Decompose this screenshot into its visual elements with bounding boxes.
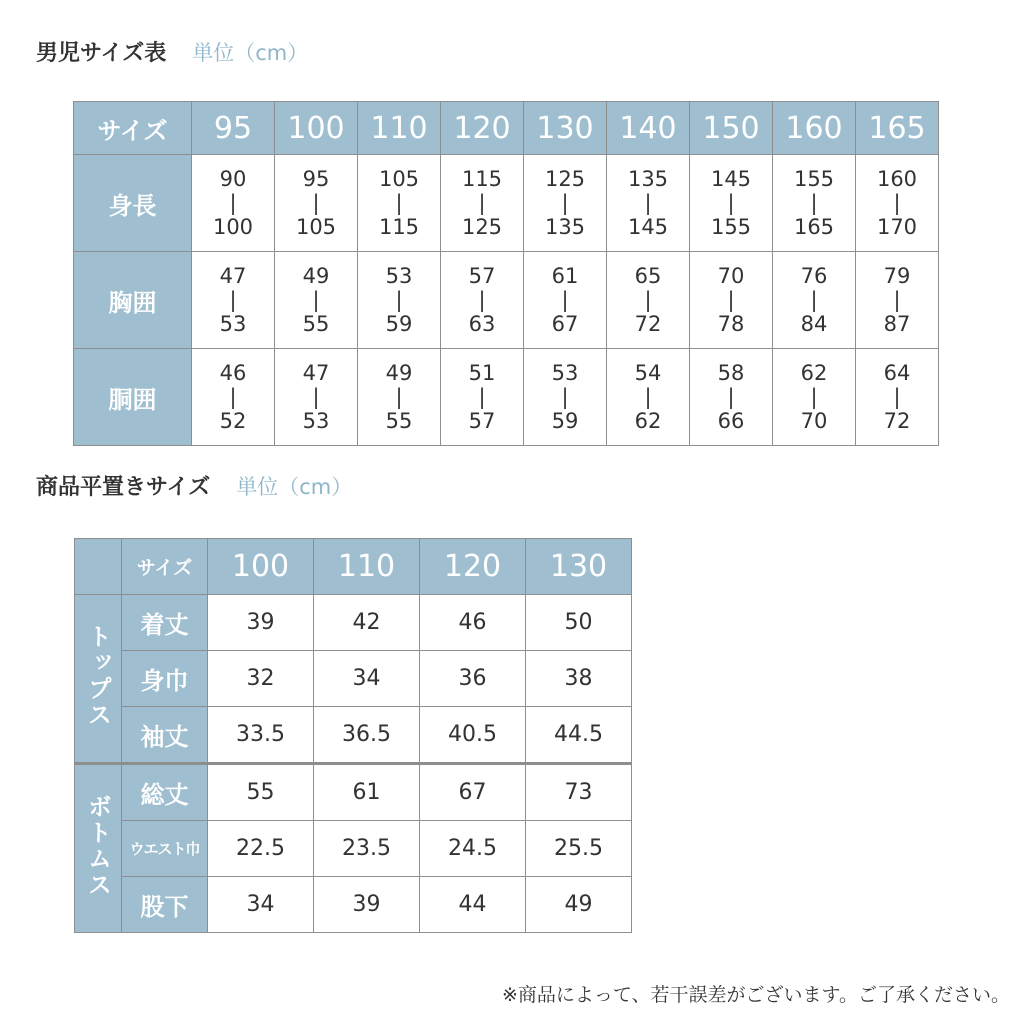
measurement-row: [74, 349, 939, 446]
flat-measurement-cell: 49: [526, 877, 632, 933]
flat-size-column-header: 100: [208, 539, 314, 595]
range-separator: |: [478, 191, 486, 215]
size-column-header: 140: [607, 102, 690, 155]
boys-size-table: [73, 101, 939, 446]
size-column-header: 130: [524, 102, 607, 155]
range-separator: |: [478, 385, 486, 409]
range-separator: |: [644, 288, 652, 312]
measurement-range-cell: [441, 155, 524, 252]
flat-measurement-label: 着丈: [122, 595, 208, 651]
flat-size-column-header: 110: [314, 539, 420, 595]
flat-measurement-label: 総丈: [122, 764, 208, 821]
range-separator: |: [395, 385, 403, 409]
range-separator: |: [229, 288, 237, 312]
flat-measurement-cell: 24.5: [420, 821, 526, 877]
size-column-header: 95: [192, 102, 275, 155]
range-separator: |: [561, 288, 569, 312]
range-separator: |: [561, 191, 569, 215]
measurement-range-cell: [358, 252, 441, 349]
range-separator: |: [229, 191, 237, 215]
measurement-range-cell: [607, 155, 690, 252]
range-separator: |: [810, 385, 818, 409]
range-max: 57: [468, 409, 496, 433]
measurement-range-cell: [690, 349, 773, 446]
size-column-header: 100: [275, 102, 358, 155]
measurement-label: 胸囲: [74, 252, 192, 349]
range-min: 58: [717, 361, 745, 385]
measurement-range-cell: [192, 155, 275, 252]
measurement-range-cell: [856, 349, 939, 446]
disclaimer-note: ※商品によって、若干誤差がございます。ご了承ください。: [501, 984, 1010, 1006]
flat-measurement-cell: 40.5: [420, 707, 526, 764]
range-max: 59: [385, 312, 413, 336]
flat-measurement-cell: 67: [420, 764, 526, 821]
measurement-range-cell: [524, 252, 607, 349]
measurement-range-cell: [607, 252, 690, 349]
range-separator: |: [644, 385, 652, 409]
range-min: 47: [219, 264, 247, 288]
range-max: 53: [219, 312, 247, 336]
flat-size-row: [75, 707, 632, 764]
range-max: 115: [378, 215, 420, 239]
range-max: 53: [302, 409, 330, 433]
range-min: 115: [461, 167, 503, 191]
measurement-label: 身長: [74, 155, 192, 252]
range-separator: |: [312, 288, 320, 312]
flat-measurement-label: 袖丈: [122, 707, 208, 764]
range-min: 160: [876, 167, 918, 191]
measurement-range-cell: [192, 252, 275, 349]
range-separator: |: [727, 191, 735, 215]
garment-group-label: [75, 764, 122, 933]
range-max: 62: [634, 409, 662, 433]
measurement-range-cell: [524, 155, 607, 252]
range-min: 49: [385, 361, 413, 385]
measurement-range-cell: [275, 252, 358, 349]
range-max: 105: [295, 215, 337, 239]
flat-measurement-cell: 61: [314, 764, 420, 821]
flat-measurement-cell: 44: [420, 877, 526, 933]
flat-measurement-cell: 39: [208, 595, 314, 651]
range-max: 63: [468, 312, 496, 336]
range-max: 87: [883, 312, 911, 336]
range-min: 145: [710, 167, 752, 191]
garment-group-text: ボトムス: [83, 793, 112, 898]
range-separator: |: [727, 385, 735, 409]
range-separator: |: [561, 385, 569, 409]
range-min: 90: [219, 167, 247, 191]
flat-measurement-cell: 23.5: [314, 821, 420, 877]
measurement-range-cell: [773, 349, 856, 446]
size-corner-label: サイズ: [74, 102, 192, 155]
measurement-range-cell: [856, 252, 939, 349]
flat-size-row: [75, 651, 632, 707]
measurement-range-cell: [856, 155, 939, 252]
flat-size-title: 商品平置きサイズ: [36, 475, 211, 500]
range-separator: |: [478, 288, 486, 312]
range-min: 62: [800, 361, 828, 385]
flat-measurement-cell: 36: [420, 651, 526, 707]
flat-measurement-cell: 55: [208, 764, 314, 821]
range-min: 54: [634, 361, 662, 385]
flat-size-unit: 単位（cm）: [236, 475, 353, 499]
size-column-header: 165: [856, 102, 939, 155]
range-max: 70: [800, 409, 828, 433]
range-max: 135: [544, 215, 586, 239]
measurement-label: 胴囲: [74, 349, 192, 446]
flat-size-row: [75, 877, 632, 933]
range-separator: |: [810, 191, 818, 215]
flat-measurement-cell: 39: [314, 877, 420, 933]
size-chart-title: 男児サイズ表: [36, 41, 167, 66]
flat-size-row: [75, 821, 632, 877]
flat-measurement-cell: 38: [526, 651, 632, 707]
measurement-row: [74, 252, 939, 349]
flat-size-column-header: 130: [526, 539, 632, 595]
size-chart-unit: 単位（cm）: [192, 41, 309, 65]
range-separator: |: [727, 288, 735, 312]
range-min: 70: [717, 264, 745, 288]
flat-measurement-cell: 50: [526, 595, 632, 651]
measurement-range-cell: [524, 349, 607, 446]
size-column-header: 120: [441, 102, 524, 155]
measurement-range-cell: [275, 155, 358, 252]
range-separator: |: [893, 288, 901, 312]
range-separator: |: [229, 385, 237, 409]
measurement-range-cell: [275, 349, 358, 446]
range-max: 100: [212, 215, 254, 239]
measurement-range-cell: [690, 155, 773, 252]
flat-measurement-cell: 32: [208, 651, 314, 707]
range-max: 165: [793, 215, 835, 239]
garment-group-label: [75, 595, 122, 764]
measurement-range-cell: [192, 349, 275, 446]
flat-measurement-cell: 22.5: [208, 821, 314, 877]
size-column-header: 110: [358, 102, 441, 155]
range-max: 145: [627, 215, 669, 239]
measurement-row: [74, 155, 939, 252]
flat-size-header-row: [75, 539, 632, 595]
group-header-blank: [75, 539, 122, 595]
range-max: 59: [551, 409, 579, 433]
range-min: 76: [800, 264, 828, 288]
measurement-range-cell: [441, 252, 524, 349]
range-separator: |: [893, 385, 901, 409]
range-separator: |: [644, 191, 652, 215]
range-max: 78: [717, 312, 745, 336]
flat-measurement-label: 股下: [122, 877, 208, 933]
range-separator: |: [395, 191, 403, 215]
range-separator: |: [312, 191, 320, 215]
flat-measurement-cell: 36.5: [314, 707, 420, 764]
measurement-range-cell: [607, 349, 690, 446]
size-header-row: [74, 102, 939, 155]
size-chart-heading: [36, 36, 308, 67]
flat-measurement-cell: 42: [314, 595, 420, 651]
range-max: 84: [800, 312, 828, 336]
range-min: 49: [302, 264, 330, 288]
measurement-range-cell: [441, 349, 524, 446]
range-min: 57: [468, 264, 496, 288]
range-separator: |: [395, 288, 403, 312]
range-min: 135: [627, 167, 669, 191]
size-column-header: 160: [773, 102, 856, 155]
flat-measurement-cell: 33.5: [208, 707, 314, 764]
range-max: 66: [717, 409, 745, 433]
flat-measurement-label: ウエスト巾: [122, 821, 208, 877]
measurement-range-cell: [773, 252, 856, 349]
flat-size-heading: [36, 470, 352, 501]
range-max: 72: [883, 409, 911, 433]
flat-size-corner-label: サイズ: [122, 539, 208, 595]
range-min: 47: [302, 361, 330, 385]
flat-measurement-cell: 46: [420, 595, 526, 651]
flat-size-column-header: 120: [420, 539, 526, 595]
flat-measurement-cell: 34: [208, 877, 314, 933]
range-min: 64: [883, 361, 911, 385]
range-max: 67: [551, 312, 579, 336]
flat-size-row: [75, 595, 632, 651]
measurement-range-cell: [773, 155, 856, 252]
measurement-range-cell: [690, 252, 773, 349]
range-min: 79: [883, 264, 911, 288]
range-separator: |: [810, 288, 818, 312]
flat-size-table: [74, 538, 632, 933]
range-min: 95: [302, 167, 330, 191]
range-max: 55: [385, 409, 413, 433]
range-min: 53: [551, 361, 579, 385]
measurement-range-cell: [358, 155, 441, 252]
range-min: 65: [634, 264, 662, 288]
range-min: 53: [385, 264, 413, 288]
garment-group-text: トップス: [83, 623, 112, 728]
range-separator: |: [312, 385, 320, 409]
flat-measurement-cell: 25.5: [526, 821, 632, 877]
flat-size-row: [75, 764, 632, 821]
flat-measurement-cell: 73: [526, 764, 632, 821]
range-min: 51: [468, 361, 496, 385]
flat-measurement-cell: 44.5: [526, 707, 632, 764]
range-max: 155: [710, 215, 752, 239]
range-max: 52: [219, 409, 247, 433]
range-max: 55: [302, 312, 330, 336]
range-min: 46: [219, 361, 247, 385]
size-column-header: 150: [690, 102, 773, 155]
range-min: 105: [378, 167, 420, 191]
flat-measurement-cell: 34: [314, 651, 420, 707]
flat-measurement-label: 身巾: [122, 651, 208, 707]
range-min: 125: [544, 167, 586, 191]
range-separator: |: [893, 191, 901, 215]
range-max: 72: [634, 312, 662, 336]
range-max: 170: [876, 215, 918, 239]
measurement-range-cell: [358, 349, 441, 446]
range-max: 125: [461, 215, 503, 239]
range-min: 61: [551, 264, 579, 288]
range-min: 155: [793, 167, 835, 191]
